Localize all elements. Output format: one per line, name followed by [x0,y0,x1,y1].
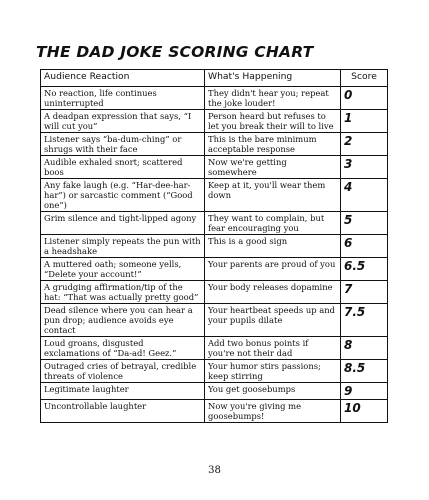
audience-reaction-cell: Dead silence where you can hear a pun drop; audience avoids eye contact [41,304,205,337]
table-row [41,179,388,212]
score-cell: 1 [341,110,388,133]
audience-reaction-cell: Listener says “ba-dum-ching” or shrugs with their face [41,133,205,156]
score-cell: 3 [341,156,388,179]
whats-happening-cell: Your heartbeat speeds up and your pupils dilate [205,304,341,337]
whats-happening-cell: They didn't hear you; repeat the joke louder! [205,87,341,110]
header-audience-reaction: Audience Reaction [41,70,205,87]
table-row [41,87,388,110]
whats-happening-cell: Now we're getting somewhere [205,156,341,179]
score-cell: 8 [341,337,388,360]
audience-reaction-cell: Outraged cries of betrayal, credible threats of violence [41,360,205,383]
whats-happening-cell: This is a good sign [205,235,341,258]
whats-happening-cell: Person heard but refuses to let you break their will to live [205,110,341,133]
audience-reaction-cell: Uncontrollable laughter [41,400,205,423]
whats-happening-cell: Your humor stirs passions; keep stirring [205,360,341,383]
audience-reaction-cell: A muttered oath; someone yells, “Delete your account!” [41,258,205,281]
chart-title: THE DAD JOKE SCORING CHART [36,43,314,61]
score-cell: 5 [341,212,388,235]
table-row [41,360,388,383]
audience-reaction-cell: Any fake laugh (e.g. “Har-dee-har-har”) or sarcastic comment (“Good one”) [41,179,205,212]
audience-reaction-cell: Grim silence and tight-lipped agony [41,212,205,235]
score-cell: 8.5 [341,360,388,383]
score-cell: 7.5 [341,304,388,337]
score-cell: 2 [341,133,388,156]
table-row [41,383,388,400]
audience-reaction-cell: A deadpan expression that says, “I will cut you” [41,110,205,133]
header-score: Score [341,70,388,87]
page-number: 38 [208,465,221,476]
score-cell: 7 [341,281,388,304]
table-row [41,156,388,179]
score-cell: 6.5 [341,258,388,281]
score-cell: 6 [341,235,388,258]
table-row [41,400,388,423]
table-row [41,235,388,258]
whats-happening-cell: Now you're giving me goosebumps! [205,400,341,423]
table-row [41,258,388,281]
table-row [41,337,388,360]
score-cell: 4 [341,179,388,212]
table-row [41,133,388,156]
table-row [41,110,388,133]
header-whats-happening: What's Happening [205,70,341,87]
score-cell: 10 [341,400,388,423]
audience-reaction-cell: Loud groans, disgusted exclamations of “Da-ad! Geez.” [41,337,205,360]
audience-reaction-cell: Legitimate laughter [41,383,205,400]
audience-reaction-cell: Listener simply repeats the pun with a headshake [41,235,205,258]
score-cell: 0 [341,87,388,110]
whats-happening-cell: Your parents are proud of you [205,258,341,281]
whats-happening-cell: They want to complain, but fear encouraging you [205,212,341,235]
whats-happening-cell: This is the bare minimum acceptable response [205,133,341,156]
score-cell: 9 [341,383,388,400]
whats-happening-cell: Keep at it, you'll wear them down [205,179,341,212]
whats-happening-cell: Your body releases dopamine [205,281,341,304]
audience-reaction-cell: Audible exhaled snort; scattered boos [41,156,205,179]
table-row [41,212,388,235]
table-row [41,304,388,337]
table-header-row [41,70,388,87]
audience-reaction-cell: No reaction, life continues uninterrupted [41,87,205,110]
scoring-table [40,69,388,423]
whats-happening-cell: You get goosebumps [205,383,341,400]
whats-happening-cell: Add two bonus points if you're not their dad [205,337,341,360]
audience-reaction-cell: A grudging affirmation/tip of the hat: “That was actually pretty good” [41,281,205,304]
table-row [41,281,388,304]
